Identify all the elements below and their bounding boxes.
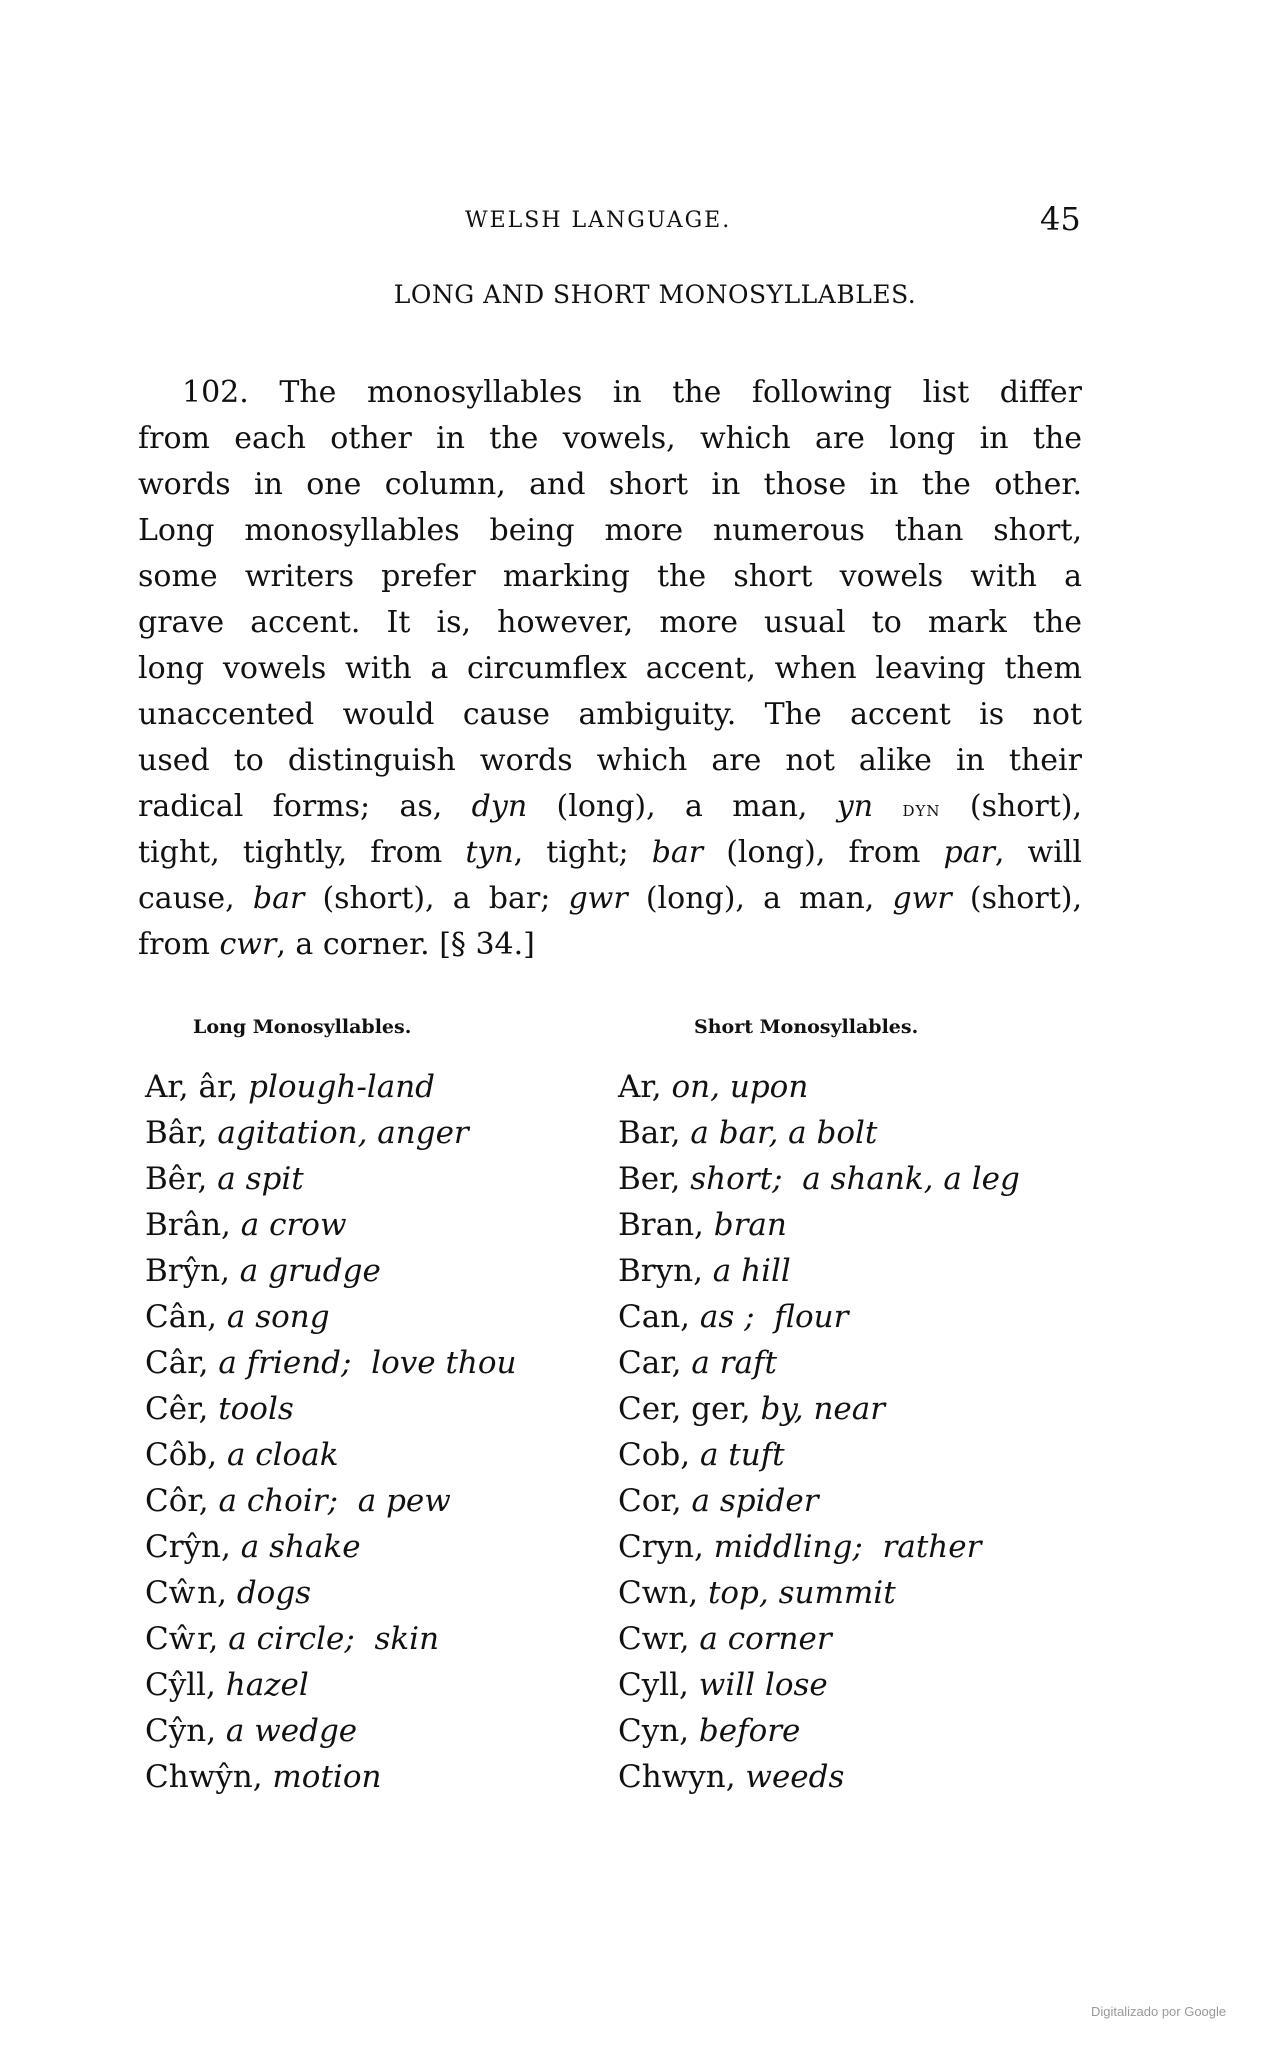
italic-word: tyn [465,835,514,870]
paragraph-line [138,738,1082,784]
long-entry [145,1156,517,1202]
welsh-word: Ar, [618,1069,672,1105]
welsh-word: Bran, [618,1207,714,1243]
italic-word: dyn [471,789,528,824]
paragraph-line [138,370,1082,416]
short-entry [618,1294,1020,1340]
welsh-word: Cwr, [618,1621,700,1657]
text-segment: (long), a man, [627,881,893,916]
text-segment: Long monosyllables being more numerous than short, [138,513,1082,548]
short-entry [618,1248,1020,1294]
welsh-word: Cŷll, [145,1667,226,1703]
welsh-word: Car, [618,1345,692,1381]
english-meaning: tools [218,1391,294,1427]
welsh-word: Côr, [145,1483,219,1519]
short-column-header: Short Monosyllables. [694,1016,919,1038]
italic-word: cwr [219,927,277,962]
text-segment: used to distinguish words which are not alike in their [138,743,1082,778]
english-meaning: top, summit [707,1575,896,1611]
long-entry [145,1662,517,1708]
italic-word: gwr [568,881,628,916]
welsh-word: Cŵr, [145,1621,229,1657]
italic-word: par [943,835,995,870]
english-meaning: a song [226,1299,330,1335]
welsh-word: Cyn, [618,1713,699,1749]
text-segment: (long), from [703,835,944,870]
text-segment: 102. The monosyllables in the following list differ [182,375,1082,410]
small-caps-word: dyn [902,797,941,822]
welsh-word: Câr, [145,1345,219,1381]
long-entry [145,1110,517,1156]
running-title: WELSH LANGUAGE. [465,208,732,233]
english-meaning: as ; flour [699,1299,849,1335]
short-entry [618,1110,1020,1156]
paragraph-line [138,692,1082,738]
long-entry [145,1202,517,1248]
italic-word: bar [252,881,305,916]
long-entry [145,1386,517,1432]
welsh-word: Cŵn, [145,1575,237,1611]
english-meaning: middling; rather [713,1529,982,1565]
long-entry [145,1432,517,1478]
welsh-word: Ar, âr, [145,1069,249,1105]
welsh-word: Côb, [145,1437,227,1473]
welsh-word: Bar, [618,1115,691,1151]
text-segment: from [138,927,220,962]
english-meaning: a circle; skin [228,1621,440,1657]
text-segment: , tight; [513,835,652,870]
english-meaning: by, near [760,1391,886,1427]
english-meaning: before [698,1713,801,1749]
welsh-word: Cwn, [618,1575,708,1611]
short-monosyllables-list [618,1064,1020,1800]
long-monosyllables-list [145,1064,517,1800]
english-meaning: a spider [691,1483,819,1519]
welsh-word: Cob, [618,1437,700,1473]
section-title: LONG AND SHORT MONOSYLLABLES. [393,280,917,309]
english-meaning: a hill [712,1253,791,1289]
english-meaning: agitation, anger [217,1115,469,1151]
long-entry [145,1478,517,1524]
paragraph-line [138,554,1082,600]
english-meaning: short; a shank, a leg [690,1161,1020,1197]
text-segment: tight, tightly, from [138,835,466,870]
paragraph-line [138,508,1082,554]
long-entry [145,1754,517,1800]
english-meaning: will lose [698,1667,828,1703]
paragraph-line [138,462,1082,508]
welsh-word: Bêr, [145,1161,218,1197]
welsh-word: Brŷn, [145,1253,240,1289]
english-meaning: a grudge [239,1253,381,1289]
english-meaning: a bar, a bolt [690,1115,878,1151]
text-segment: (long), a man, [527,789,837,824]
welsh-word: Bryn, [618,1253,713,1289]
paragraph-line [138,922,1082,968]
short-entry [618,1064,1020,1110]
english-meaning: plough-land [248,1069,436,1105]
paragraph-line [138,416,1082,462]
short-entry [618,1570,1020,1616]
english-meaning: a spit [217,1161,304,1197]
text-segment: (short), [940,789,1082,824]
paragraph-line [138,830,1082,876]
welsh-word: Cân, [145,1299,227,1335]
short-entry [618,1386,1020,1432]
english-meaning: a wedge [225,1713,358,1749]
welsh-word: Brân, [145,1207,241,1243]
welsh-word: Cyll, [618,1667,699,1703]
italic-word: gwr [892,881,952,916]
long-column-header: Long Monosyllables. [193,1016,412,1038]
paragraph-line [138,784,1082,830]
welsh-word: Chwŷn, [145,1759,273,1795]
short-entry [618,1340,1020,1386]
italic-word: yn [836,789,874,824]
english-meaning: a raft [691,1345,777,1381]
text-segment: , a corner. [§ 34.] [276,927,535,962]
paragraph-line [138,876,1082,922]
long-entry [145,1616,517,1662]
english-meaning: a tuft [699,1437,785,1473]
text-segment: (short), a bar; [304,881,569,916]
text-segment: from each other in the vowels, which are long in the [138,421,1082,456]
long-entry [145,1340,517,1386]
long-entry [145,1570,517,1616]
english-meaning: dogs [236,1575,312,1611]
long-entry [145,1064,517,1110]
short-entry [618,1156,1020,1202]
english-meaning: a cloak [226,1437,339,1473]
english-meaning: on, upon [671,1069,809,1105]
welsh-word: Cer, ger, [618,1391,761,1427]
welsh-word: Can, [618,1299,700,1335]
welsh-word: Chwyn, [618,1759,746,1795]
english-meaning: motion [272,1759,382,1795]
english-meaning: a crow [240,1207,347,1243]
short-entry [618,1708,1020,1754]
welsh-word: Ber, [618,1161,691,1197]
english-meaning: a friend; love thou [218,1345,517,1381]
text-segment: grave accent. It is, however, more usual to mark the [138,605,1082,640]
italic-word: bar [651,835,704,870]
page-number: 45 [1040,200,1081,238]
welsh-word: Cor, [618,1483,692,1519]
welsh-word: Cŷn, [145,1713,226,1749]
text-segment [873,789,902,824]
long-entry [145,1524,517,1570]
text-segment: (short), [951,881,1083,916]
short-entry [618,1524,1020,1570]
welsh-word: Crŷn, [145,1529,241,1565]
short-entry [618,1616,1020,1662]
digitization-watermark: Digitalizado por Google [1091,2004,1227,2019]
text-segment: , will [994,835,1083,870]
text-segment: some writers prefer marking the short vowels with a [138,559,1082,594]
welsh-word: Cryn, [618,1529,714,1565]
text-segment: long vowels with a circumflex accent, when leaving them [138,651,1082,686]
text-segment: cause, [138,881,253,916]
paragraph-102 [138,370,1082,968]
text-segment: unaccented would cause ambiguity. The accent is not [138,697,1082,732]
text-segment: words in one column, and short in those in the other. [138,467,1082,502]
english-meaning: hazel [225,1667,309,1703]
short-entry [618,1662,1020,1708]
paragraph-line [138,646,1082,692]
short-entry [618,1202,1020,1248]
text-segment: radical forms; as, [138,789,472,824]
welsh-word: Cêr, [145,1391,219,1427]
english-meaning: bran [713,1207,787,1243]
english-meaning: weeds [745,1759,845,1795]
english-meaning: a shake [240,1529,361,1565]
short-entry [618,1754,1020,1800]
long-entry [145,1708,517,1754]
long-entry [145,1248,517,1294]
long-entry [145,1294,517,1340]
welsh-word: Bâr, [145,1115,218,1151]
short-entry [618,1478,1020,1524]
paragraph-line [138,600,1082,646]
english-meaning: a corner [699,1621,832,1657]
short-entry [618,1432,1020,1478]
english-meaning: a choir; a pew [218,1483,451,1519]
